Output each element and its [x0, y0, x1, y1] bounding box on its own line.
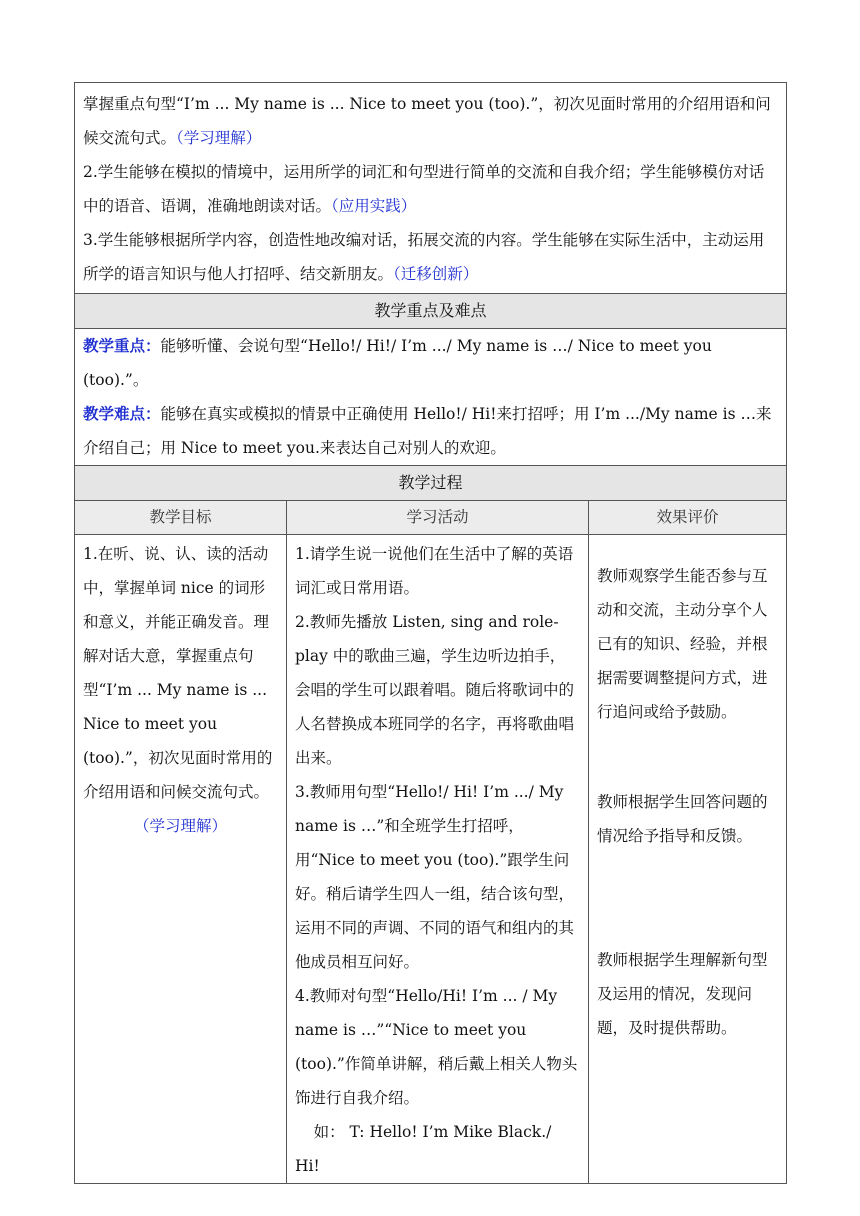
teaching-difficulty: 教学难点：能够在真实或模拟的情景中正确使用 Hello!/ Hi!来打招呼；用 I’m .../My name is …来介绍自己；用 Nice to meet you.来表达自己对别人的欢迎。 [83, 404, 772, 457]
process-header: 教学过程 [75, 466, 787, 501]
objective-1-text: 掌握重点句型“I’m ... My name is ... Nice to meet you (too).”，初次见面时常用的介绍用语和问候交流句式。（学习理解） [83, 95, 771, 147]
column-header-evaluation: 效果评价 [589, 501, 787, 535]
column-header-activity: 学习活动 [287, 501, 589, 535]
focus-label: 教学重点： [83, 336, 161, 355]
difficulty-label: 教学难点： [83, 404, 161, 423]
teaching-focus: 教学重点：能够听懂、会说句型“Hello!/ Hi!/ I’m .../ My name is …/ Nice to meet you (too).”。 [83, 336, 712, 389]
objective-3-text: 3.学生能够根据所学内容，创造性地改编对话，拓展交流的内容。学生能够在实际生活中，主动运用所学的语言知识与他人打招呼、结交新朋友。（迁移创新） [83, 231, 765, 283]
column-header-goal: 教学目标 [75, 501, 287, 535]
objective-3-tag: （迁移创新） [393, 265, 479, 283]
objectives-row [75, 83, 787, 294]
evaluation-3: 教师根据学生理解新句型及运用的情况，发现问题，及时提供帮助。 [597, 951, 768, 1037]
goal-tag: （学习理解） [133, 817, 227, 835]
process-row [75, 535, 787, 1184]
activity-1: 1.请学生说一说他们在生活中了解的英语词汇或日常用语。 [295, 545, 574, 597]
evaluation-2: 教师根据学生回答问题的情况给予指导和反馈。 [597, 793, 768, 845]
key-points-header: 教学重点及难点 [75, 294, 787, 329]
key-points-row [75, 329, 787, 466]
objective-2-tag: （应用实践） [331, 197, 417, 215]
activity-4: 4.教师对句型“Hello/Hi! I’m ... / My name is …”“Nice to meet you (too).”作简单讲解，稍后戴上相关人物头饰进行自我介绍。 [295, 987, 578, 1107]
objective-2-text: 2.学生能够在模拟的情境中，运用所学的词汇和句型进行简单的交流和自我介绍；学生能够模仿对话中的语音、语调，准确地朗读对话。（应用实践） [83, 163, 765, 215]
activity-example: 如： T: Hello! I’m Mike Black./ Hi! [295, 1123, 552, 1175]
goal-text: 1.在听、说、认、读的活动中，掌握单词 nice 的词形和意义，并能正确发音。理解对话大意，掌握重点句型“I’m ... My name is ... Nice to meet you (too).”，初次见面时常用的介绍用语和问候交流句式。 [83, 545, 273, 801]
activity-2: 2.教师先播放 Listen, sing and role-play 中的歌曲三遍，学生边听边拍手，会唱的学生可以跟着唱。随后将歌词中的人名替换成本班同学的名字，再将歌曲唱出来。 [295, 613, 575, 767]
activity-3: 3.教师用句型“Hello!/ Hi! I’m .../ My name is …”和全班学生打招呼，用“Nice to meet you (too).”跟学生问好。稍后请学生四人一组，结合该句型，运用不同的声调、不同的语气和组内的其他成员相互问好。 [295, 783, 575, 971]
lesson-plan-page [74, 82, 786, 1184]
evaluation-1: 教师观察学生能否参与互动和交流，主动分享个人已有的知识、经验，并根据需要调整提问方式，进行追问或给予鼓励。 [597, 567, 768, 721]
lesson-plan-table [74, 82, 787, 1184]
objective-1-tag: （学习理解） [176, 129, 262, 147]
